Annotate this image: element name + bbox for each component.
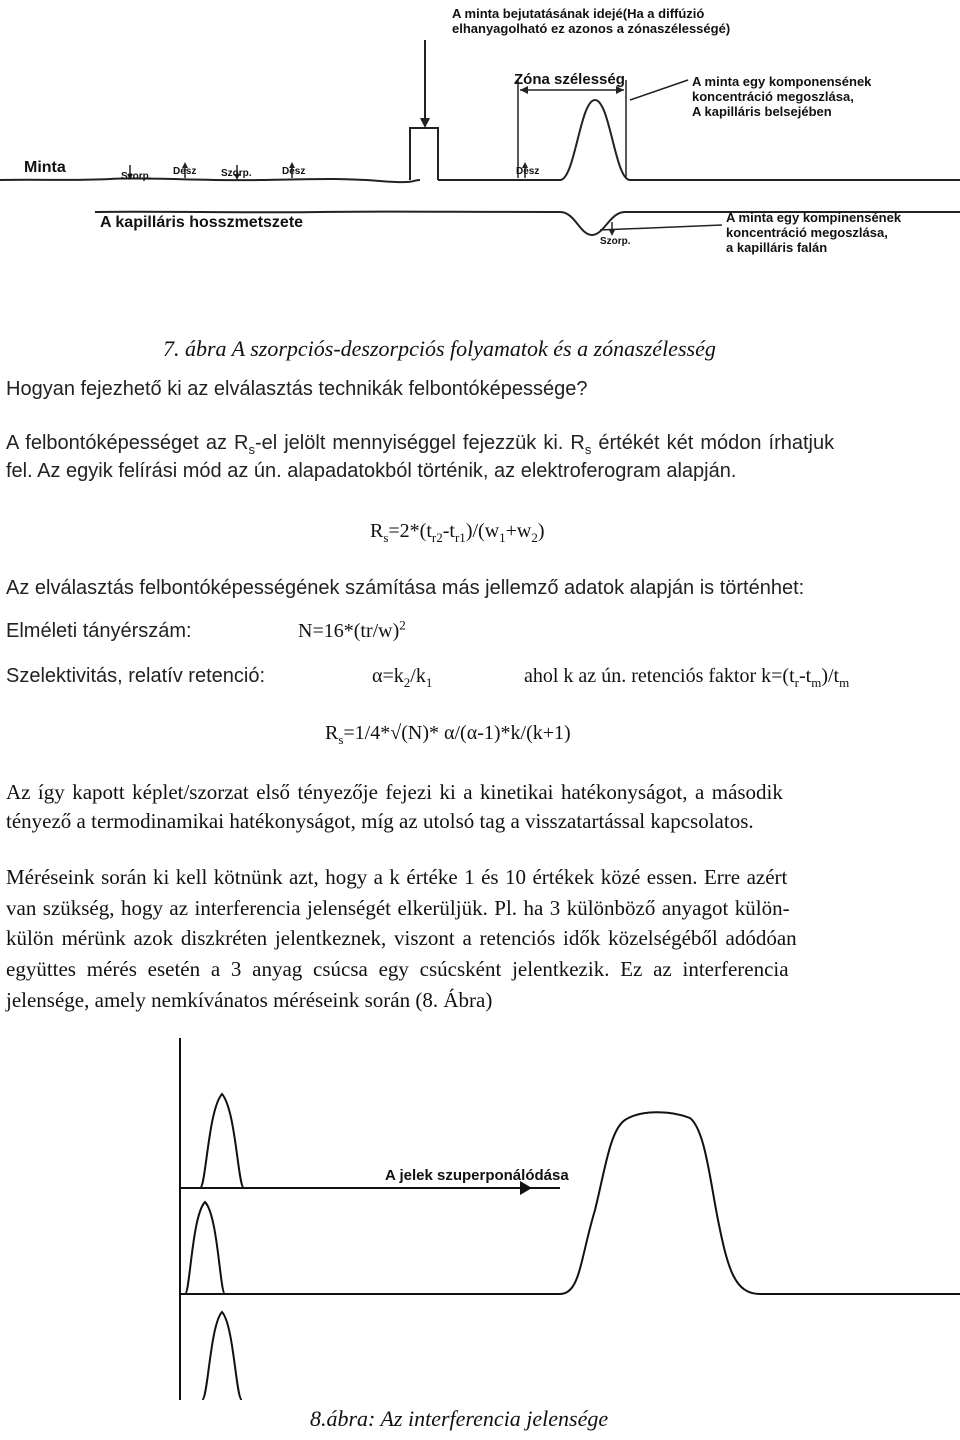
component-bottom-label-line1: A minta egy kompinensének	[726, 210, 902, 225]
desz-label-1: Desz	[173, 166, 197, 177]
desz-label-3: Desz	[516, 166, 540, 177]
retention-factor-text	[524, 665, 849, 688]
superposed-peak	[560, 1112, 960, 1294]
plates-formula-sup: 2	[399, 617, 406, 633]
szorp-label-1: Szorp.	[121, 171, 152, 182]
p1-sub-s2: s	[584, 442, 592, 457]
f2-b: (N)*	[401, 722, 444, 744]
component-bottom-label-line2: koncentráció megoszlása,	[726, 225, 888, 240]
sel-b: /k	[410, 665, 426, 687]
figure-7-caption: 7. ábra A szorpciós-deszorpciós folyamatok és a zónaszélesség	[163, 336, 716, 361]
f2-alpha: α	[444, 722, 455, 744]
f1-b: -t	[442, 520, 455, 542]
f2-alpha2: α	[466, 722, 478, 744]
f1-r1: r1	[454, 530, 466, 545]
cross-section-label: A kapilláris hosszmetszete	[100, 214, 304, 231]
p1-b: -el jelölt mennyiséggel fejezzük ki. R	[254, 432, 585, 454]
desz-label-2: Desz	[282, 166, 306, 177]
selectivity-label: Szelektivitás, relatív retenció:	[6, 665, 265, 687]
sel-alpha: α	[372, 665, 383, 687]
f2-sqrt: √	[390, 722, 402, 744]
figure-8-caption: 8.ábra: Az interferencia jelensége	[310, 1406, 609, 1431]
f1-r2: r2	[431, 530, 443, 545]
peak-2-curve	[185, 1202, 225, 1294]
formula-resolution-1	[370, 520, 545, 543]
superposition-label: A jelek szuperponálódása	[385, 1167, 569, 1184]
paragraph-1-line-2: fel. Az egyik felírási mód az ún. alapadatokból történik, az elektroferogram alapján.	[6, 460, 737, 482]
figure-8	[0, 1020, 960, 1400]
component-top-label	[692, 74, 871, 119]
p1-sub-s1: s	[248, 442, 255, 457]
plates-formula-text: N=16*(tr/w)	[298, 620, 400, 642]
ret-sub-r: r	[794, 675, 799, 690]
f1-d: +w	[505, 520, 532, 542]
component-bottom-label	[726, 210, 901, 255]
paragraph-4-line-5: jelensége, amely nemkívánatos méréseink során (8. Ábra)	[6, 988, 493, 1012]
f1-c: )/(w	[465, 520, 500, 542]
f1-two: 2	[531, 530, 538, 545]
szorp-label-2: Szorp.	[221, 168, 252, 179]
paragraph-3-line-1: Az így kapott képlet/szorzat első tényezője fejezi ki a kinetikai hatékonyságot, a második	[6, 780, 783, 804]
component-top-label-line1: A minta egy komponensének	[692, 74, 872, 89]
sel-1: 1	[425, 675, 433, 690]
injection-label-line2: elhanyagolható ez azonos a zónaszélességé)	[452, 21, 731, 36]
capillary-wall-top	[0, 178, 420, 182]
selectivity-formula	[372, 665, 432, 688]
f1-r: R	[370, 520, 384, 542]
paragraph-4-line-3: külön mérünk azok diszkréten jelentkeznek, viszont a retenciós idők közelségéből adódóan	[6, 926, 797, 950]
ret-sub-m2: m	[839, 675, 850, 690]
negative-peak	[560, 212, 625, 235]
ret-close-t: )/t	[821, 665, 840, 687]
figure-8-drawing	[0, 1020, 960, 1400]
peak-1-curve	[200, 1094, 244, 1188]
capillary-wall-bottom	[95, 212, 560, 213]
ret-ahol: ahol k az ún. retenciós faktor k=(t	[524, 665, 795, 687]
sel-a: =k	[382, 665, 404, 687]
f2-d: -1)*k/(k+1)	[477, 722, 571, 744]
peak-3-curve	[202, 1312, 242, 1400]
paragraph-1-line-1	[6, 432, 954, 455]
component-top-label-line2: koncentráció megoszlása,	[692, 89, 854, 104]
injection-label	[452, 6, 730, 36]
component-bottom-label-line3: a kapilláris falán	[726, 240, 828, 255]
injection-plug	[410, 128, 438, 180]
question-text: Hogyan fejezhető ki az elválasztás technikák felbontóképessége?	[6, 378, 588, 400]
paragraph-2: Az elválasztás felbontóképességének számítása más jellemző adatok alapján is történhet:	[6, 577, 805, 599]
f1-s: s	[383, 530, 389, 545]
component-top-label-line3: A kapilláris belsejében	[692, 104, 832, 119]
paragraph-4-line-4: együttes mérés esetén a 3 anyag csúcsa egy csúcsként jelentkezik. Ez az interferencia	[6, 957, 789, 981]
p1-a: A felbontóképességet az R	[6, 432, 249, 454]
paragraph-4-line-2: van szükség, hogy az interferencia jelenségét elkerüljük. Pl. ha 3 különböző anyagot külön-	[6, 896, 790, 920]
injection-label-line1: A minta bejutatásának idejé(Ha a diffúzió	[452, 6, 705, 21]
plates-label: Elméleti tányérszám:	[6, 620, 192, 642]
minta-label: Minta	[24, 159, 66, 176]
ret-sub-m1: m	[811, 675, 822, 690]
formula-resolution-2	[325, 722, 571, 745]
sel-2: 2	[403, 675, 411, 690]
f1-a: =2*(t	[388, 520, 432, 542]
paragraph-3-line-2: tényező a termodinamikai hatékonyságot, míg az utolsó tag a visszatartással kapcsolatos.	[6, 809, 754, 833]
f1-e: )	[537, 520, 545, 542]
plates-formula	[298, 617, 406, 643]
paragraph-4-line-1: Méréseink során ki kell kötnünk azt, hogy a k értéke 1 és 10 értékek közé essen. Erre azért	[6, 865, 788, 889]
f1-one: 1	[499, 530, 506, 545]
f2-r: R	[325, 722, 339, 744]
szorp-label-3: Szorp.	[600, 236, 631, 247]
f2-c: /(	[454, 722, 467, 744]
ret-dash-t: -t	[798, 665, 812, 687]
positive-peak	[560, 100, 630, 180]
figure-7	[0, 0, 960, 275]
p1-c: értékét két módon írhatjuk	[591, 432, 835, 454]
f2-s: s	[338, 732, 344, 747]
zone-width-label: Zóna szélesség	[514, 71, 625, 88]
peak-1-axis	[180, 1038, 560, 1188]
f2-a: =1/4*	[343, 722, 391, 744]
